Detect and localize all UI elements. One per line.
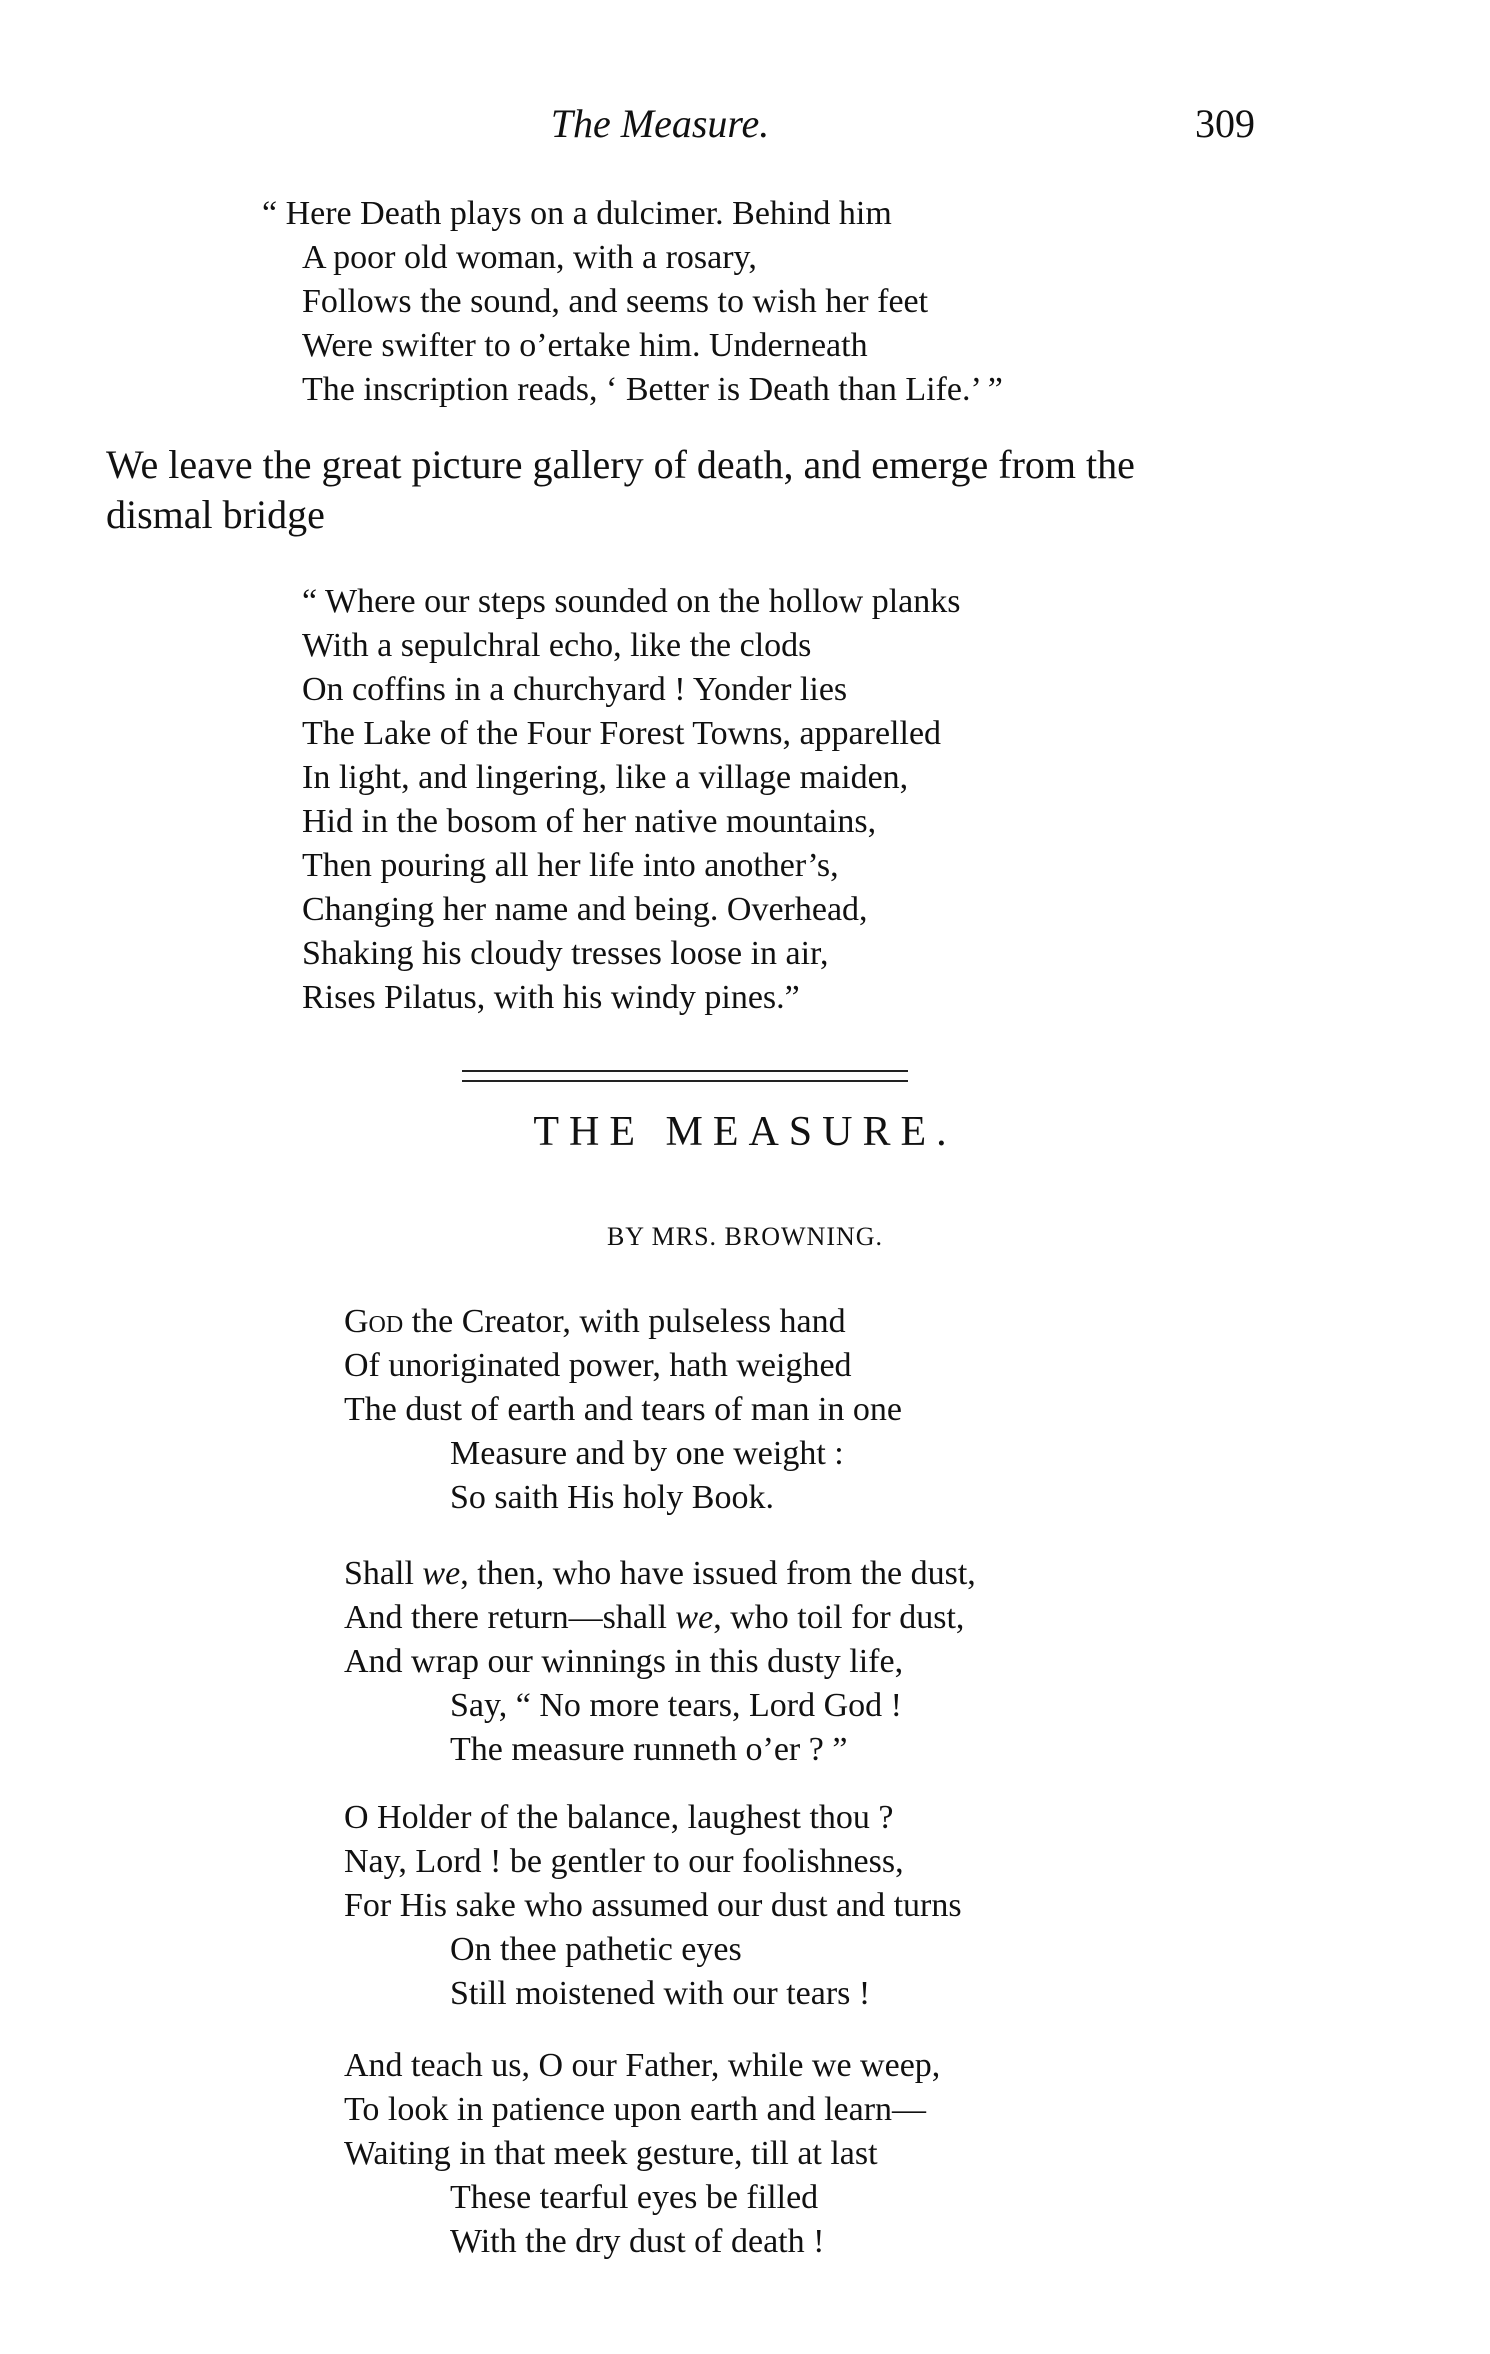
line-text: the Creator, with pulseless hand	[403, 1303, 846, 1340]
quote-line: “ Here Death plays on a dulcimer. Behind him	[262, 195, 892, 232]
prose-paragraph	[106, 440, 1266, 540]
quote-line: Shaking his cloudy tresses loose in air,	[302, 935, 829, 972]
running-header: The Measure.	[550, 101, 770, 146]
page-number: 309	[1195, 101, 1255, 146]
line-text: And there return—shall	[344, 1599, 676, 1636]
poem-line: O Holder of the balance, laughest thou ?	[344, 1799, 894, 1836]
poem-stanza-1	[344, 1300, 902, 1520]
quote-line: The Lake of the Four Forest Towns, apparelled	[302, 715, 942, 752]
poem-line: To look in patience upon earth and learn—	[344, 2091, 927, 2128]
prose-line: We leave the great picture gallery of death, and emerge from the	[106, 442, 1135, 487]
poem-title: THE MEASURE.	[533, 1109, 957, 1155]
quote-line: With a sepulchral echo, like the clods	[302, 627, 812, 664]
quote-line: Were swifter to o’ertake him. Underneath	[302, 327, 868, 364]
quote-line: “ Where our steps sounded on the hollow planks	[302, 583, 961, 620]
poem-line: On thee pathetic eyes	[450, 1931, 742, 1968]
poem-line: With the dry dust of death !	[450, 2223, 825, 2260]
drop-word: God	[344, 1303, 404, 1340]
poem-stanza-3	[344, 1796, 962, 2016]
poem-line: The measure runneth o’er ? ”	[450, 1731, 848, 1768]
poem-line: Waiting in that meek gesture, till at last	[344, 2135, 878, 2172]
separator-rule-top	[462, 1070, 908, 1072]
poem-line: Say, “ No more tears, Lord God !	[450, 1687, 902, 1724]
prose-line: dismal bridge	[106, 492, 325, 537]
line-text: , who toil for dust,	[713, 1599, 965, 1636]
poem-stanza-2	[344, 1552, 976, 1772]
emphasis: we	[422, 1555, 461, 1592]
separator-rule-bottom	[462, 1080, 908, 1082]
poem-line: Measure and by one weight :	[450, 1435, 844, 1472]
quote-line: The inscription reads, ‘ Better is Death than Life.’ ”	[302, 371, 1003, 408]
quote-line: Follows the sound, and seems to wish her feet	[302, 283, 929, 320]
emphasis: we	[675, 1599, 714, 1636]
quote-line: Hid in the bosom of her native mountains,	[302, 803, 877, 840]
quote-line: On coffins in a churchyard ! Yonder lies	[302, 671, 848, 708]
poem-line: Of unoriginated power, hath weighed	[344, 1347, 852, 1384]
poem-byline: BY MRS. BROWNING.	[606, 1222, 884, 1251]
quote-line: Changing her name and being. Overhead,	[302, 891, 868, 928]
quote-line: In light, and lingering, like a village maiden,	[302, 759, 909, 796]
poem-line: The dust of earth and tears of man in one	[344, 1391, 902, 1428]
quote-line: Rises Pilatus, with his windy pines.”	[302, 979, 800, 1016]
line-text: Shall	[344, 1555, 423, 1592]
poem-line: For His sake who assumed our dust and turns	[344, 1887, 962, 1924]
poem-line	[344, 1552, 976, 1596]
quote-block-one	[262, 192, 1003, 412]
quote-block-two	[302, 580, 960, 1020]
poem-line: Still moistened with our tears !	[450, 1975, 871, 2012]
poem-line	[344, 1300, 902, 1344]
poem-line	[344, 1596, 976, 1640]
line-text: , then, who have issued from the dust,	[460, 1555, 976, 1592]
poem-line: Nay, Lord ! be gentler to our foolishness,	[344, 1843, 904, 1880]
poem-line: And teach us, O our Father, while we weep,	[344, 2047, 941, 2084]
poem-line: And wrap our winnings in this dusty life,	[344, 1643, 904, 1680]
poem-stanza-4	[344, 2044, 940, 2264]
poem-line: These tearful eyes be filled	[450, 2179, 819, 2216]
quote-line: Then pouring all her life into another’s,	[302, 847, 839, 884]
quote-line: A poor old woman, with a rosary,	[302, 239, 757, 276]
poem-line: So saith His holy Book.	[450, 1479, 774, 1516]
